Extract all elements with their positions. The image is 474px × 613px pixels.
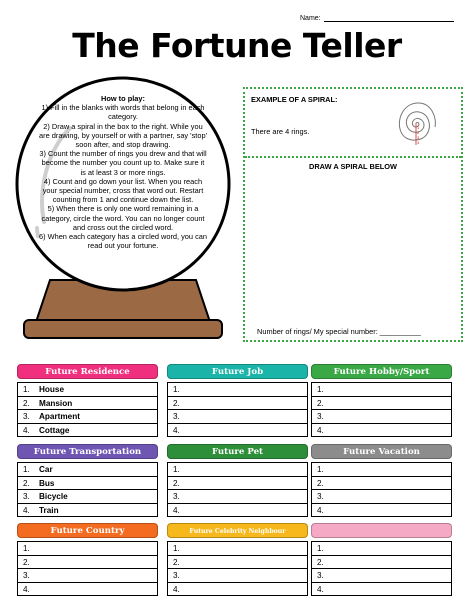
item-number: 1. [317, 385, 324, 394]
item-number: 1. [317, 544, 324, 553]
rings-example-text: There are 4 rings. [251, 127, 310, 136]
item-number: 1. [317, 465, 324, 474]
item-number: 4. [317, 425, 324, 435]
category-list [17, 541, 158, 596]
item-number: 2. [23, 478, 30, 488]
item-number: 4. [173, 505, 180, 515]
category-card [17, 523, 158, 596]
list-item[interactable] [168, 504, 307, 518]
item-number: 3. [173, 412, 180, 421]
how-to-play [38, 94, 208, 250]
list-item[interactable] [18, 490, 157, 504]
how-to-play-step: 5) When there is only one word remaining in a category, circle the word. You can no longer count and cross out the circled word. [41, 204, 205, 232]
list-item[interactable] [168, 424, 307, 438]
item-word: Mansion [39, 398, 73, 408]
category-list [311, 462, 452, 517]
item-number: 1. [173, 544, 180, 553]
item-number: 1. [23, 385, 30, 394]
category-card [17, 364, 158, 437]
list-item[interactable] [312, 463, 451, 477]
list-item[interactable] [312, 477, 451, 491]
item-word: Bus [39, 478, 55, 488]
category-title [311, 523, 452, 538]
list-item[interactable] [18, 504, 157, 518]
category-card [167, 444, 308, 517]
ring-label: 4 [417, 140, 420, 145]
item-number: 1. [23, 465, 30, 474]
item-number: 1. [173, 385, 180, 394]
category-card [311, 523, 452, 596]
list-item[interactable] [312, 504, 451, 518]
category-list [311, 541, 452, 596]
item-word: Cottage [39, 425, 70, 435]
list-item[interactable] [312, 569, 451, 583]
how-to-play-step: 4) Count and go down your list. When you reach your special number, cross that word out. Restart counting from 1 and continue down the list. [42, 176, 204, 205]
list-item[interactable] [18, 542, 157, 556]
list-item[interactable] [312, 397, 451, 411]
item-number: 4. [317, 505, 324, 515]
crystal-ball [10, 72, 236, 344]
item-number: 4. [23, 584, 30, 594]
list-item[interactable] [168, 463, 307, 477]
list-item[interactable] [18, 424, 157, 438]
list-item[interactable] [312, 583, 451, 597]
item-number: 3. [173, 571, 180, 580]
list-item[interactable] [312, 383, 451, 397]
name-line [300, 14, 454, 22]
item-number: 3. [23, 571, 30, 580]
list-item[interactable] [18, 583, 157, 597]
category-list [167, 382, 308, 437]
item-word: Train [39, 505, 59, 515]
how-to-play-step: 3) Count the number of rings you drew and that will become the number you count up to. Make sure it is at least 3 or more rings. [39, 149, 207, 177]
spiral-drawing-area[interactable] [249, 175, 457, 323]
category-title: Future Transportation [17, 444, 158, 459]
item-number: 4. [317, 584, 324, 594]
item-number: 3. [23, 412, 30, 421]
list-item[interactable] [312, 490, 451, 504]
category-title: Future Job [167, 364, 308, 379]
item-word: Car [39, 465, 53, 474]
list-item[interactable] [168, 383, 307, 397]
item-number: 3. [173, 492, 180, 501]
list-item[interactable] [18, 397, 157, 411]
category-card [167, 364, 308, 437]
page-title: The Fortune Teller [72, 26, 402, 65]
list-item[interactable] [168, 569, 307, 583]
item-number: 2. [23, 557, 30, 567]
item-number: 2. [173, 478, 180, 488]
ring-label: 3 [417, 135, 420, 140]
item-word: House [39, 385, 65, 394]
list-item[interactable] [312, 556, 451, 570]
item-number: 3. [317, 412, 324, 421]
category-title: Future Hobby/Sport [311, 364, 452, 379]
category-title: Future Country [17, 523, 158, 538]
item-number: 3. [23, 492, 30, 501]
category-list [17, 382, 158, 437]
item-number: 3. [317, 492, 324, 501]
item-number: 4. [173, 584, 180, 594]
ring-label: 1 [417, 125, 420, 130]
list-item[interactable] [168, 490, 307, 504]
spiral-divider [245, 156, 461, 158]
item-number: 1. [23, 544, 30, 553]
item-number: 3. [317, 571, 324, 580]
draw-spiral-title: DRAW A SPIRAL BELOW [308, 162, 397, 171]
list-item[interactable] [168, 583, 307, 597]
spiral-example-icon [393, 93, 439, 149]
item-number: 4. [23, 425, 30, 435]
item-number: 2. [317, 557, 324, 567]
list-item[interactable] [312, 424, 451, 438]
category-title: Future Celebrity Neighbour [167, 523, 308, 538]
name-label: Name: [300, 15, 321, 22]
item-number: 2. [173, 398, 180, 408]
category-title: Future Pet [167, 444, 308, 459]
item-number: 2. [317, 398, 324, 408]
item-number: 2. [23, 398, 30, 408]
how-to-play-step: 2) Draw a spiral in the box to the right. While you are drawing, by yourself or with a partner, say 'stop' soon after, and stop drawing. [39, 121, 207, 150]
list-item[interactable] [18, 477, 157, 491]
category-list [167, 541, 308, 596]
category-list [167, 462, 308, 517]
category-list [311, 382, 452, 437]
list-item[interactable] [168, 410, 307, 424]
list-item[interactable] [18, 463, 157, 477]
item-number: 2. [317, 478, 324, 488]
name-field[interactable] [324, 14, 454, 22]
example-title: EXAMPLE OF A SPIRAL: [251, 95, 338, 104]
item-number: 4. [23, 505, 30, 515]
category-list [17, 462, 158, 517]
how-to-play-title: How to play: [101, 94, 145, 103]
list-item[interactable] [312, 542, 451, 556]
how-to-play-step: 1) Fill in the blanks with words that belong in each category. [41, 103, 205, 122]
item-number: 4. [173, 425, 180, 435]
list-item[interactable] [168, 556, 307, 570]
list-item[interactable] [168, 542, 307, 556]
category-card [311, 444, 452, 517]
rings-count-label[interactable]: Number of rings/ My special number: __________ [257, 327, 421, 336]
ring-label: 2 [417, 130, 420, 135]
item-word: Bicycle [39, 492, 68, 501]
how-to-play-step: 6) When each category has a circled word, you can read out your fortune. [38, 232, 208, 251]
spiral-box [243, 87, 463, 342]
list-item[interactable] [168, 397, 307, 411]
category-card [17, 444, 158, 517]
list-item[interactable] [18, 410, 157, 424]
list-item[interactable] [168, 477, 307, 491]
category-card [311, 364, 452, 437]
list-item[interactable] [18, 383, 157, 397]
list-item[interactable] [18, 556, 157, 570]
category-title: Future Residence [17, 364, 158, 379]
category-card [167, 523, 308, 596]
item-number: 2. [173, 557, 180, 567]
list-item[interactable] [18, 569, 157, 583]
item-number: 1. [173, 465, 180, 474]
item-word: Apartment [39, 412, 80, 421]
category-title: Future Vacation [311, 444, 452, 459]
list-item[interactable] [312, 410, 451, 424]
